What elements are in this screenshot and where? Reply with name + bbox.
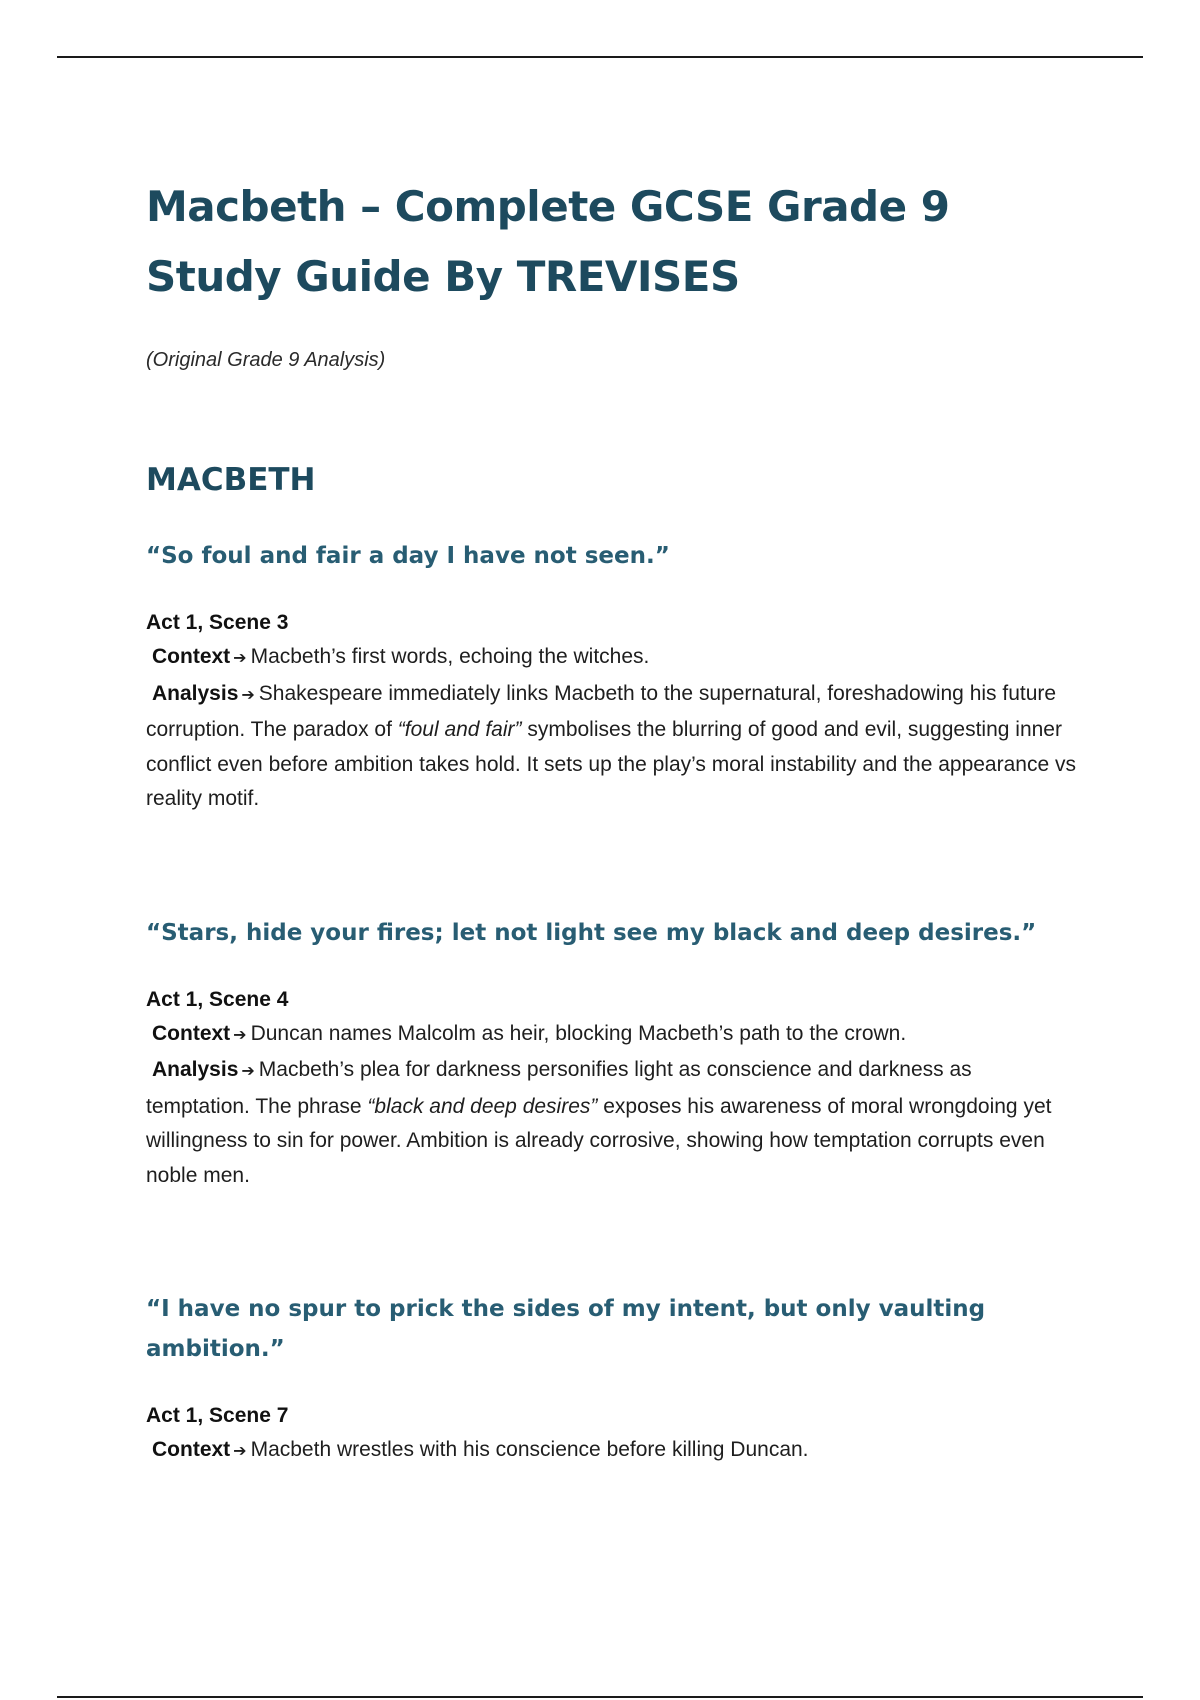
analysis-text: Shakespeare immediately links Macbeth to the supernatural, foreshadowing his future corruption. The paradox of bbox=[146, 681, 1057, 741]
quote-heading: “Stars, hide your fires; let not light see my black and deep desires.” bbox=[146, 919, 1037, 946]
context-paragraph bbox=[146, 1017, 1076, 1054]
analysis-quote-emphasis: “black and deep desires” bbox=[367, 1094, 598, 1118]
context-label: Context bbox=[152, 1438, 231, 1461]
quote-block bbox=[146, 913, 1076, 1194]
arrow-right-icon: ➔ bbox=[233, 1026, 247, 1044]
page-subtitle: (Original Grade 9 Analysis) bbox=[146, 349, 386, 371]
context-paragraph bbox=[146, 640, 1076, 677]
analysis-paragraph bbox=[146, 677, 1076, 817]
context-text: Duncan names Malcolm as heir, blocking Macbeth’s path to the crown. bbox=[250, 1021, 907, 1045]
context-text: Macbeth’s first words, echoing the witches. bbox=[250, 645, 650, 668]
bottom-rule bbox=[57, 1696, 1143, 1698]
analysis-quote-emphasis: “foul and fair” bbox=[397, 718, 522, 741]
arrow-right-icon: ➔ bbox=[233, 1443, 247, 1460]
analysis-text-continued: exposes his awareness of moral wrongdoing yet willingness to sin for power. Ambition is already corrosive, showing how temptation corrupts even noble men. bbox=[146, 1094, 1052, 1187]
quote-heading: “I have no spur to prick the sides of my intent, but only vaulting ambition.” bbox=[146, 1296, 986, 1362]
context-text: Macbeth wrestles with his conscience before killing Duncan. bbox=[250, 1438, 809, 1461]
scene-reference: Act 1, Scene 3 bbox=[146, 611, 289, 634]
top-rule bbox=[57, 56, 1143, 58]
context-paragraph bbox=[146, 1433, 1076, 1470]
page-content bbox=[146, 172, 1076, 1470]
scene-reference: Act 1, Scene 7 bbox=[146, 1404, 289, 1427]
quote-block bbox=[146, 536, 1076, 817]
quote-heading: “So foul and fair a day I have not seen.” bbox=[146, 543, 670, 569]
page-title: Macbeth – Complete GCSE Grade 9 Study Guide By TREVISES bbox=[146, 182, 950, 301]
quote-block bbox=[146, 1289, 1076, 1470]
section-heading: MACBETH bbox=[146, 462, 316, 498]
arrow-right-icon: ➔ bbox=[241, 1063, 255, 1080]
scene-reference: Act 1, Scene 4 bbox=[146, 987, 289, 1011]
analysis-text-continued: symbolises the blurring of good and evil, suggesting inner conflict even before ambition takes hold. It sets up the play’s moral instability and the appearance vs reality motif. bbox=[146, 718, 1076, 810]
analysis-text: Macbeth’s plea for darkness personifies light as conscience and darkness as temptation. The phrase bbox=[146, 1058, 972, 1118]
analysis-label: Analysis bbox=[152, 681, 239, 705]
arrow-right-icon: ➔ bbox=[233, 650, 247, 667]
context-label: Context bbox=[152, 1021, 231, 1045]
analysis-label: Analysis bbox=[152, 1058, 239, 1081]
analysis-paragraph bbox=[146, 1053, 1076, 1193]
context-label: Context bbox=[152, 645, 231, 668]
arrow-right-icon: ➔ bbox=[241, 686, 255, 704]
